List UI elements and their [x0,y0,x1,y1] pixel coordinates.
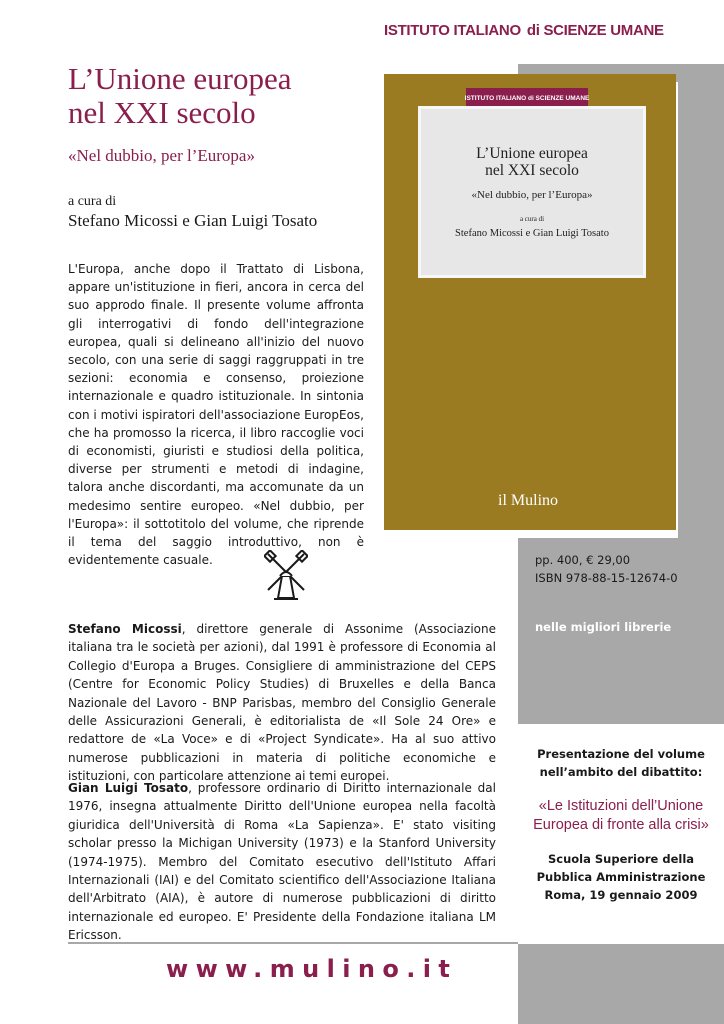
institute-name [384,22,664,39]
availability-note: nelle migliori librerie [535,620,672,634]
event-title [520,797,722,835]
windmill-svg [264,550,308,602]
institute-name-suffix: di SCIENZE UMANE [526,22,664,39]
book-title-line2: nel XXI secolo [68,95,256,130]
book-info [535,551,678,587]
footer-divider [68,942,518,944]
bio-text: , professore ordinario di Diritto internazionale dal 1976, insegna attualmente Diritto dell'Unione europea nella facoltà giuridica dell'Università di Roma «La Sapienza». E' stato visiting scholar presso la Michigan University (1973) e la Stanford University (1974-1975). Membro del Comitato esecutivo dell'Istituto Affari Internazionali (IAI) e del Comitato scientifico dell'Associazione Italiana dell'Arbitrato (AIA), è autore di numerose pubblicazioni di diritto internazionale ed europeo. E' Presidente della Fondazione italiana LM Ericsson. [68,781,496,943]
institute-name-main: ISTITUTO ITALIANO [384,22,521,39]
bio-name: Gian Luigi Tosato [68,781,189,795]
cover-title [421,145,643,179]
event-intro [520,745,722,781]
cover-curated-by: a cura di [519,215,545,223]
event-title-line1: «Le Istituzioni dell’Unione [538,798,704,814]
event-venue-line2: Pubblica Amministrazione [536,870,706,884]
cover-subtitle: «Nel dubbio, per l’Europa» [471,189,593,201]
cover-title-line1: L’Unione europea [476,145,588,162]
event-venue [520,850,722,904]
isbn: ISBN 978-88-15-12674-0 [535,571,678,585]
cover-title-line2: nel XXI secolo [485,162,579,179]
event-title-line2: Europea di fronte alla crisi» [533,817,709,833]
event-intro-line2: nell’ambito del dibattito: [539,765,703,779]
bio-micossi [68,620,496,786]
cover-publisher: il Mulino [498,492,559,509]
book-title [68,62,292,130]
event-venue-line1: Scuola Superiore della [547,852,695,866]
bio-text: , direttore generale di Assonime (Associazione italiana tra le società per azioni), dal 1991 è professore di Economia al Collegio d'Europa a Bruges. Consigliere di amministrazione del CEPS (Centre for Economic Policy Studies) di Bruxelles e della Banca Nazionale del Lavoro - BNP Parisbas, membro del Consiglio Generale delle Assicurazioni Generali, è editorialista de «Il Sole 24 Ore» e redattore de «La Voce» e di «Project Syndicate». Ha al suo attivo numerose pubblicazioni in materia di politiche economiche e istituzioni, con particolare attenzione ai temi europei. [68,622,496,784]
pages-price: pp. 400, € 29,00 [535,553,631,567]
book-cover [384,74,676,530]
book-subtitle: «Nel dubbio, per l’Europa» [68,146,255,165]
cover-institute-badge: ISTITUTO ITALIANO di SCIENZE UMANE [466,88,588,108]
bio-tosato [68,779,496,945]
sidebar-bottom-band [518,944,724,1024]
cover-editors: Stefano Micossi e Gian Luigi Tosato [455,228,609,239]
book-description: L'Europa, anche dopo il Trattato di Lisbona, appare un'istituzione in fieri, ancora in cerca del suo approdo finale. Il presente volume affronta gli interrogativi di fondo dell'integrazione europea, quali si delineano all'inizio del nuovo secolo, con una serie di saggi raggruppati in tre sezioni: economia e consenso, proiezione internazionale e quadro istituzionale. In sintonia con i motivi ispiratori dell'associazione EuropEos, che ha promosso la ricerca, il libro raccoglie voci di economisti, giuristi e studiosi della politica, diverse per strumenti e metodi di indagine, talora anche discordanti, ma accomunate da un medesimo sentire europeo. «Nel dubbio, per l'Europa»: il sottotitolo del volume, che riprende il tema del saggio introduttivo, non è evidentemente casuale. [68,262,364,568]
book-title-line1: L’Unione europea [68,61,292,96]
website-link[interactable]: www.mulino.it [166,955,458,983]
book-editors: Stefano Micossi e Gian Luigi Tosato [68,211,318,230]
cover-title-panel [418,106,646,278]
event-date: Roma, 19 gennaio 2009 [544,888,698,902]
curated-by-label: a cura di [68,194,117,209]
event-intro-line1: Presentazione del volume [537,747,705,761]
windmill-icon [264,550,308,602]
bio-name: Stefano Micossi [68,622,182,636]
